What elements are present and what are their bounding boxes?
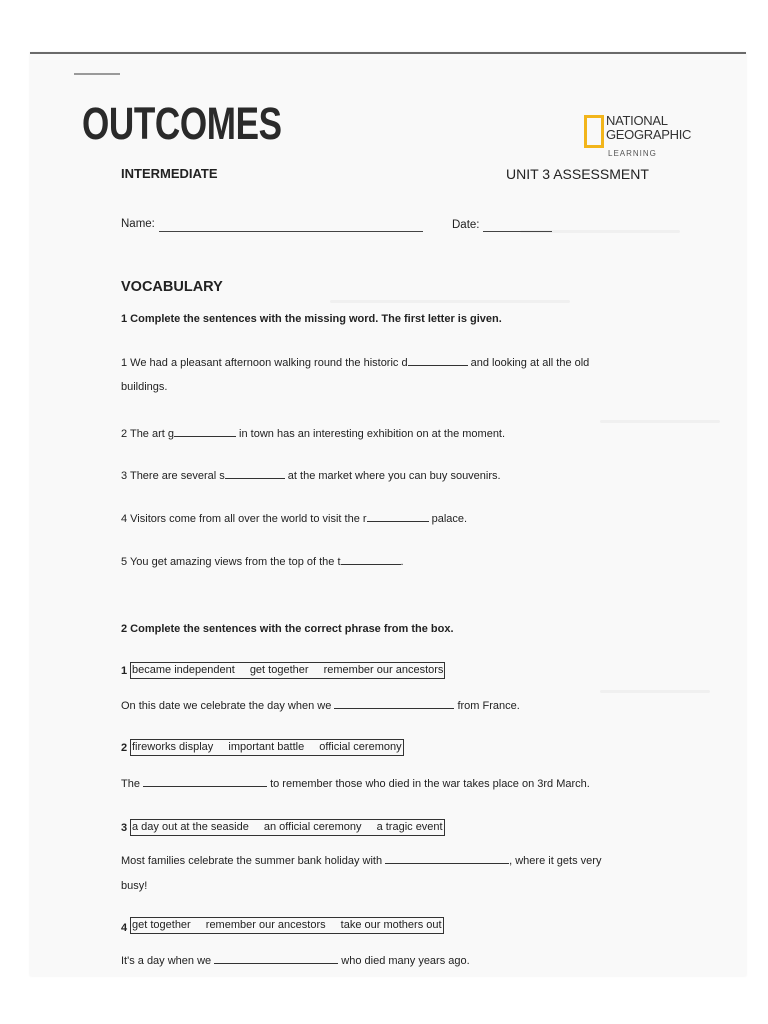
ex2-item-1-after: from France. — [454, 700, 520, 712]
ex2-item-4-answer-blank[interactable] — [214, 953, 338, 964]
ex1-item-3-answer-blank[interactable] — [225, 468, 285, 479]
ex1-item-5-before: 5 You get amazing views from the top of the t — [121, 556, 341, 568]
ex2-item-1-answer-blank[interactable] — [334, 698, 454, 709]
ex2-item-2-answer-blank[interactable] — [143, 776, 267, 787]
ex2-item-2-after: to remember those who died in the war takes place on 3rd March. — [267, 778, 590, 790]
word-box-option: take our mothers out — [340, 919, 442, 931]
logo-text-line3: LEARNING — [608, 149, 657, 158]
level-label: INTERMEDIATE — [121, 166, 218, 181]
word-box-option: get together — [132, 919, 191, 931]
word-box-option: important battle — [228, 741, 305, 753]
section-title-vocabulary: VOCABULARY — [121, 279, 223, 295]
ex1-item-1-after: and looking at all the old — [467, 357, 590, 369]
ex1-item-1-answer-blank[interactable] — [408, 355, 468, 366]
ex1-item-3-after: at the market where you can buy souvenirs. — [284, 470, 501, 482]
ex2-item-1-before: On this date we celebrate the day when we — [121, 700, 335, 712]
ex1-item-4-answer-blank[interactable] — [367, 511, 429, 522]
ex1-item-2 — [121, 426, 505, 440]
ex1-item-1-before: 1 We had a pleasant afternoon walking round the historic d — [121, 357, 408, 369]
ex1-item-5-after: . — [400, 556, 404, 568]
date-field[interactable] — [483, 231, 552, 232]
ex2-item-3-before: Most families celebrate the summer bank holiday with — [121, 855, 386, 867]
ex1-item-4-before: 4 Visitors come from all over the world to visit the r — [121, 513, 367, 525]
word-box-option: get together — [249, 664, 309, 676]
date-label: Date: — [452, 219, 480, 231]
ex1-item-3 — [121, 468, 501, 482]
ex2-item-1-word-box — [130, 662, 445, 679]
ex2-item-2-number: 2 — [121, 742, 128, 754]
ex1-item-4 — [121, 511, 467, 525]
ex2-item-3-after: , where it gets very — [509, 855, 602, 867]
word-box-option: a tragic event — [376, 821, 443, 833]
ex2-item-3-number: 3 — [121, 822, 128, 834]
ex2-item-3-sentence — [121, 853, 601, 867]
ex1-item-5-answer-blank[interactable] — [341, 554, 401, 565]
ex1-item-1-continued: buildings. — [121, 381, 168, 393]
word-box-option: a day out at the seaside — [132, 821, 249, 833]
word-box-option: official ceremony — [319, 741, 402, 753]
ex2-item-1-number: 1 — [121, 665, 128, 677]
word-box-option: fireworks display — [132, 741, 214, 753]
word-box-option: became independent — [132, 664, 235, 676]
ex2-item-2-word-box — [130, 739, 404, 756]
ex2-item-4-sentence — [121, 953, 470, 967]
ex2-item-2-before: The — [121, 778, 144, 790]
ex1-item-1 — [121, 355, 589, 369]
show-through-line — [600, 690, 710, 693]
ex2-item-3-word-box — [130, 819, 445, 836]
brand-title: OUTCOMES — [82, 98, 282, 149]
ex2-item-3-continued: busy! — [121, 880, 148, 892]
exercise-2-instruction: 2 Complete the sentences with the correct phrase from the box. — [121, 623, 454, 635]
ex1-item-2-after: in town has an interesting exhibition on at the moment. — [236, 428, 506, 440]
ex2-item-2-sentence — [121, 776, 590, 790]
word-box-option: an official ceremony — [263, 821, 362, 833]
ex1-item-2-before: 2 The art g — [121, 428, 174, 440]
ex2-item-4-word-box — [130, 917, 444, 934]
ex2-item-4-before: It's a day when we — [121, 955, 215, 967]
name-field[interactable] — [159, 231, 423, 232]
logo-text-line2: GEOGRAPHIC — [606, 127, 692, 142]
ex1-item-2-answer-blank[interactable] — [174, 426, 236, 437]
logo-text-line1: NATIONAL — [606, 113, 668, 128]
corner-mark — [74, 73, 120, 75]
exercise-1-instruction: 1 Complete the sentences with the missing word. The first letter is given. — [121, 313, 502, 325]
ex2-item-4-after: who died many years ago. — [338, 955, 470, 967]
show-through-line — [600, 420, 720, 423]
ex2-item-3-answer-blank[interactable] — [385, 853, 509, 864]
ex2-item-4-number: 4 — [121, 922, 128, 934]
word-box-option: remember our ancestors — [205, 919, 326, 931]
ex1-item-3-before: 3 There are several s — [121, 470, 225, 482]
ex1-item-5 — [121, 554, 404, 568]
name-label: Name: — [121, 218, 155, 230]
show-through-line — [330, 300, 570, 303]
ex1-item-4-after: palace. — [428, 513, 468, 525]
ex2-item-1-sentence — [121, 698, 520, 712]
assessment-label: UNIT 3 ASSESSMENT — [506, 166, 649, 182]
word-box-option: remember our ancestors — [323, 664, 444, 676]
national-geographic-logo-icon — [584, 115, 604, 148]
